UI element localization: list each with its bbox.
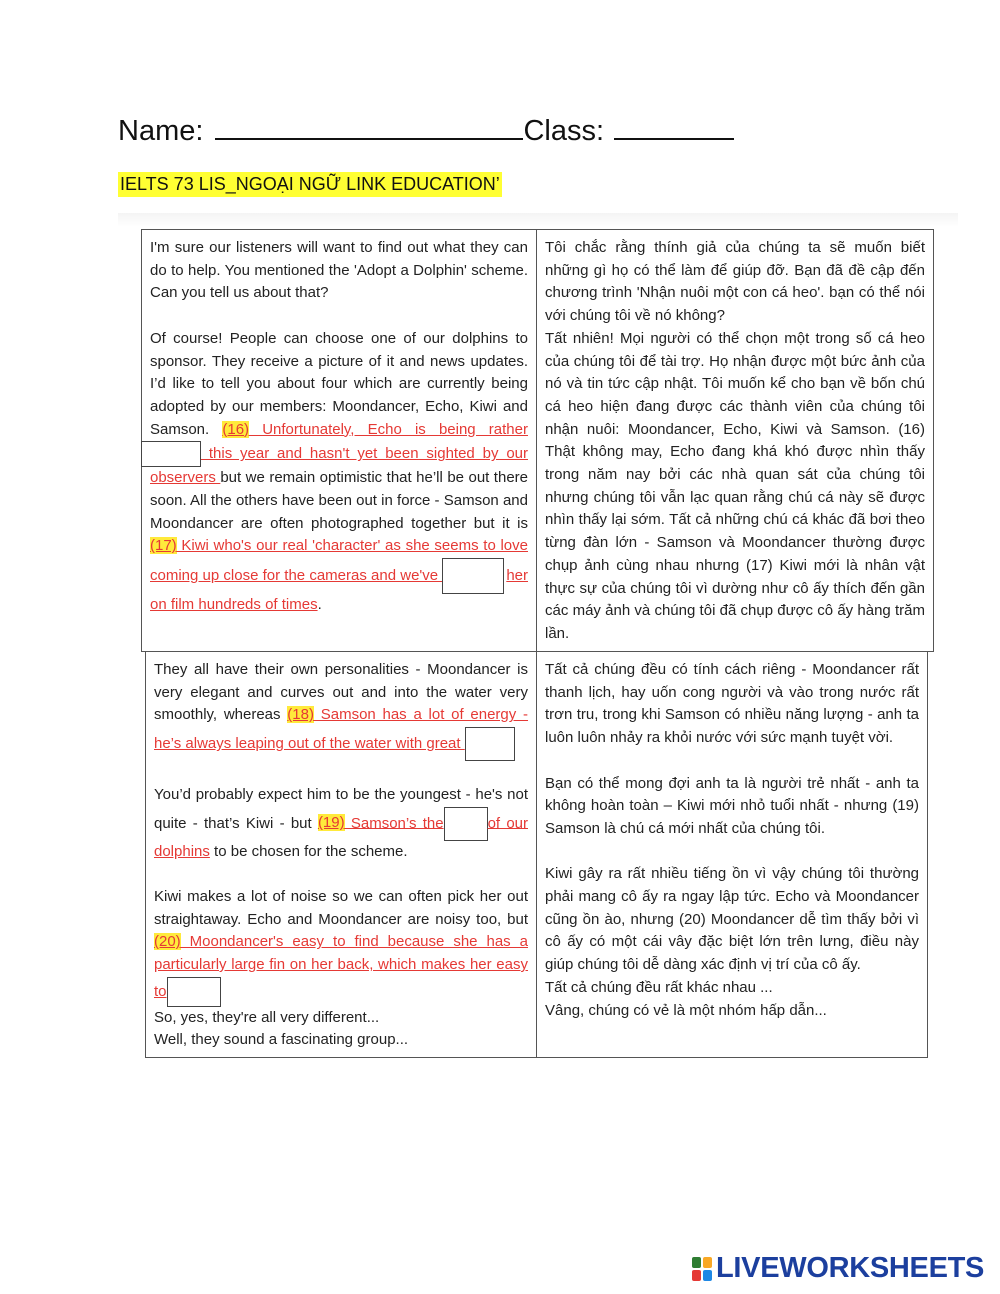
header-shadow [118,213,958,227]
question-number-20: (20) [154,933,181,951]
logo-square [692,1270,701,1281]
answer-sentence-18: Samson has a lot of energy - he’s always leaping out of the water with great [154,706,529,753]
vietnamese-paragraph: Bạn có thể mong đợi anh ta là người trẻ nhất - anh ta không hoàn toàn – Kiwi mới nhỏ tuổi nhất - nhưng (19) Samson là chú cá mới nhất của chúng tôi. [545,774,919,837]
vietnamese-column [537,230,934,652]
answer-sentence-20: Moondancer's easy to find because she has a particularly large fin on her back, which makes her easy to [154,933,528,1000]
logo-text: LIVEWORKSHEETS [716,1252,985,1284]
vietnamese-line: Tất cả chúng đều rất khác nhau ... [545,978,773,996]
vietnamese-paragraph: Kiwi gây ra rất nhiều tiếng ồn vì vậy chúng tôi thường phải mang cô ấy ra ngay lập tức. Echo và Moondancer cũng ồn ào, nhưng (20) Moondancer dễ tìm thấy bởi vì cô ấy có một cái vây đặc biệt lớn trên lưng, điều này giúp chúng tôi dễ dàng xác định vị trí của cô ấy. [545,865,919,974]
worksheet-subtitle: IELTS 73 LIS_NGOẠI NGỮ LINK EDUCATION’ [118,172,502,197]
class-blank [614,116,734,140]
question-number-19: (19) [317,814,345,832]
answer-box-16[interactable] [141,441,201,467]
name-class-line [118,115,734,148]
liveworksheets-logo[interactable] [692,1252,984,1285]
question-number-16: (16) [222,420,250,438]
name-label: Name: [118,115,204,147]
answer-sentence-19: Samson’s the [344,814,444,832]
answer-box-18[interactable] [465,727,515,761]
english-paragraph: You’d probably expect him to be the youngest - he's not quite - that’s Kiwi - but (19) Samson’s the of our dolphins to be chosen for the scheme. [154,785,528,860]
question-number-17: (17) [150,537,177,555]
transcript-table-2 [145,651,928,1058]
answer-sentence-17b: her on film hundreds of times [150,567,528,614]
english-line: Well, they sound a fascinating group... [154,1031,409,1049]
english-paragraph: Of course! People can choose one of our dolphins to sponsor. They receive a picture of it and news updates. I’d like to tell you about four which are currently being adopted by our members: Moondancer, Echo, Kiwi and Samson. (16) Unfortunately, Echo is being rather this year and hasn't yet been sighted by our observers but we remain optimistic that he’ll be out there soon. All the others have been out in force - Samson and Moondancer are often photographed together but it is (17) Kiwi who's our real 'character' as she seems to love coming up close for the cameras and we've her on film hundreds of times. [150,328,528,617]
name-blank [215,116,523,140]
vietnamese-paragraph: Tất cả chúng đều có tính cách riêng - Moondancer rất thanh lịch, hay uốn cong người và vào trong nước rất trơn tru, trong khi Samson có nhiều năng lượng - anh ta luôn luôn nhảy ra khỏi nước với sức mạnh tuyệt vời. [545,661,919,747]
transcript-table-1 [141,229,934,652]
vietnamese-paragraph: Tất nhiên! Mọi người có thể chọn một trong số cá heo của chúng tôi để tài trợ. Họ nhận được một bức ảnh của nó và tin tức cập nhật. Tôi muốn kể cho bạn về bốn chú cá heo hiện đang được các thành viên của chúng tôi nhận nuôi: Moondancer, Echo, Kiwi và Samson. (16) Thật không may, Echo đang khá khó được nhìn thấy trong năm nay bởi các nhà quan sát của chúng tôi nhưng chúng tôi vẫn lạc quan rằng chú cá này sẽ được nhìn thấy lại sớm. Tất cả những chú cá khác đã bơi theo từng đàn lớn - Samson và Moondancer thường được chụp ảnh cùng nhau nhưng (17) Kiwi mới là nhân vật thực sự của chúng tôi vì dường như cô ấy thích đến gần các máy ảnh và chúng tôi đã chụp được cô ấy hàng trăm lần. [545,329,925,642]
english-column [146,652,537,1058]
english-paragraph: Kiwi makes a lot of noise so we can often pick her out straightaway. Echo and Moondancer are noisy too, but (20) Moondancer's easy to find because she has a particularly large fin on her back, which makes her easy to [154,886,528,1007]
answer-box-20[interactable] [167,977,221,1007]
vietnamese-line: Vâng, chúng có vẻ là một nhóm hấp dẫn... [545,1001,827,1019]
english-column [142,230,537,652]
english-paragraph: I'm sure our listeners will want to find out what they can do to help. You mentioned the 'Adopt a Dolphin' scheme. Can you tell us about that? [150,239,528,302]
logo-mark-icon [692,1257,712,1281]
logo-square [692,1257,701,1268]
logo-square [703,1257,712,1268]
english-line: So, yes, they're all very different... [154,1008,380,1026]
question-number-18: (18) [287,706,314,724]
answer-box-17[interactable] [442,558,504,594]
answer-sentence-16b: this year and hasn't yet been sighted by our observers [150,445,528,487]
class-label: Class: [523,115,605,147]
answer-sentence-17: Kiwi who's our real 'character' as she seems to love coming up close for the cameras and we've [150,537,528,585]
english-paragraph: They all have their own personalities - Moondancer is very elegant and curves out and into the water very smoothly, whereas (18) Samson has a lot of energy - he’s always leaping out of the water with great [154,659,528,761]
vietnamese-column [537,652,928,1058]
logo-square [703,1270,712,1281]
answer-sentence-19b: of our dolphins [154,814,528,860]
answer-sentence-16: Unfortunately, Echo is being rather [249,420,528,438]
vietnamese-paragraph: Tôi chắc rằng thính giả của chúng ta sẽ muốn biết những gì họ có thể làm để giúp đỡ. Bạn đã đề cập đến chương trình 'Nhận nuôi một con cá heo'. bạn có thể nói với chúng tôi về nó không? [545,239,925,325]
answer-box-19[interactable] [444,807,488,841]
